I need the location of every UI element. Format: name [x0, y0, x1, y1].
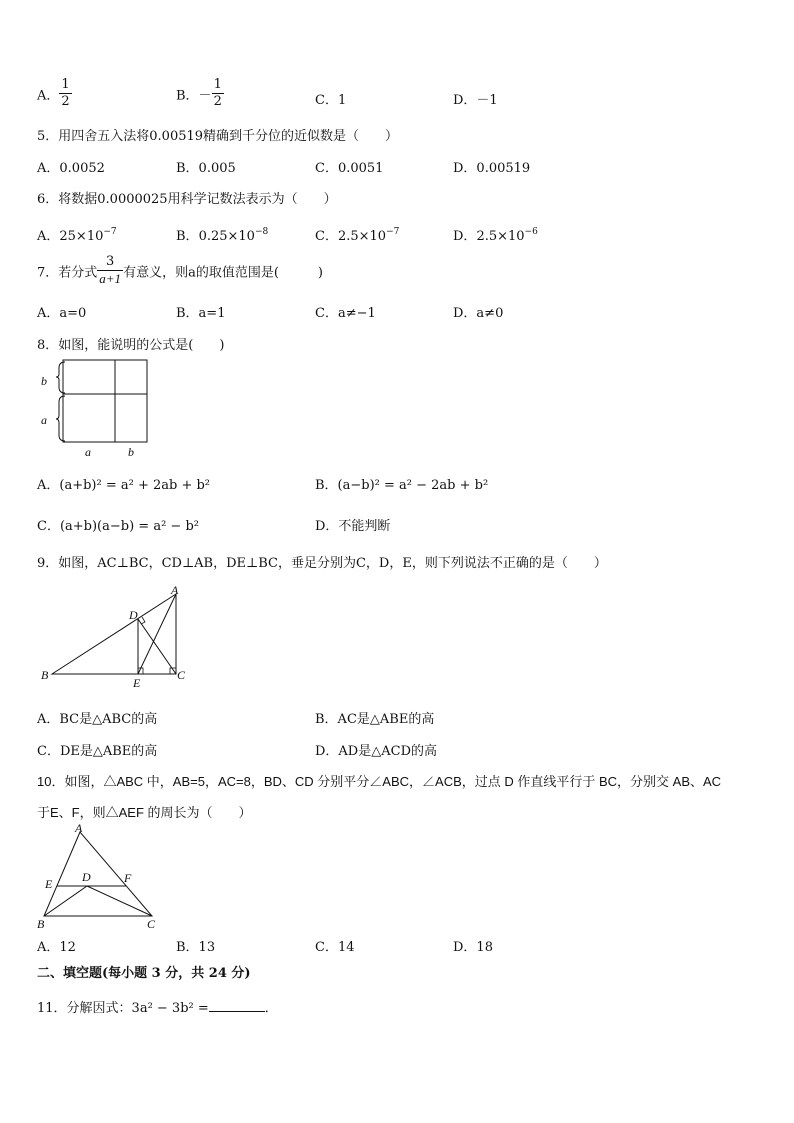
- q8-brace-b: [56, 362, 65, 393]
- q10-triangle-abc: [44, 832, 152, 916]
- q9-label-c: C: [177, 668, 186, 682]
- q8-label-b-left: b: [41, 374, 47, 388]
- q8-label-a-bottom: a: [85, 445, 91, 459]
- q10-stem-line2: 于E、F，则△AEF 的周长为（ ）: [37, 805, 252, 820]
- q8-label-a-left: a: [41, 413, 47, 427]
- q4-option-c: C．1: [315, 93, 347, 108]
- q8-outer-square: [63, 360, 147, 442]
- q11-stem: 11．分解因式：3a² − 3b² = ．: [37, 1001, 278, 1016]
- q7-option-a: A．a=0: [37, 306, 87, 321]
- q4-option-d: D．－1: [453, 93, 498, 108]
- q10-label-c: C: [147, 917, 156, 931]
- q9-option-d: D．AD是△ACD的高: [315, 744, 437, 759]
- q10-option-a: A．12: [37, 940, 76, 955]
- q10-label-a: A: [75, 822, 83, 835]
- q7-option-c: C．a≠−1: [315, 306, 376, 321]
- q10-option-b: B．13: [176, 940, 216, 955]
- q8-label-b-bottom: b: [128, 445, 134, 459]
- q5-option-a: A．0.0052: [37, 161, 105, 176]
- q9-label-a: A: [171, 583, 179, 597]
- q10-label-d: D: [82, 870, 91, 884]
- q11-answer-blank[interactable]: [209, 1000, 265, 1012]
- q9-option-c: C．DE是△ABE的高: [37, 744, 158, 759]
- q10-option-d: D．18: [453, 940, 493, 955]
- q10-label-f: F: [124, 871, 132, 885]
- q9-label-e: E: [133, 676, 141, 690]
- q8-square-figure: [36, 356, 156, 462]
- q6-stem: 6．将数据0.0000025用科学记数法表示为（ ）: [37, 192, 337, 207]
- q5-option-b: B．0.005: [176, 161, 236, 176]
- q5-option-d: D．0.00519: [453, 161, 531, 176]
- q4-option-a: A． $\frac{1}{2}$: [37, 77, 70, 110]
- q10-option-c: C．14: [315, 940, 355, 955]
- q9-option-b: B．AC是△ABE的高: [315, 712, 435, 727]
- q8-option-b: B．(a−b)² = a² − 2ab + b²: [315, 478, 489, 493]
- q7-option-b: B．a=1: [176, 306, 226, 321]
- q4-option-b: B．－ $\frac{1}{2}$: [176, 77, 222, 110]
- q10-label-b: B: [37, 917, 45, 931]
- q8-option-a: A．(a+b)² = a² + 2ab + b²: [37, 478, 211, 493]
- q6-option-a: A．$25\times 10^{-7}$: [37, 227, 117, 244]
- q6-option-c: C．$2.5\times 10^{-7}$: [315, 227, 400, 244]
- q10-stem-line1: 10．如图，△ABC 中，AB=5，AC=8，BD、CD 分别平分∠ABC，∠ACB，过点 D 作直线平行于 BC，分别交 AB、AC: [37, 774, 722, 789]
- q10-segment-cd: [87, 886, 152, 916]
- q8-stem: 8．如图，能说明的公式是( ): [37, 338, 225, 353]
- q9-segment-cd: [138, 619, 176, 674]
- q9-right-angle-d: [141, 617, 145, 624]
- q5-stem: 5．用四舍五入法将0.00519精确到千分位的近似数是（ ）: [37, 129, 399, 144]
- q6-option-b: B．$0.25\times 10^{-8}$: [176, 227, 269, 244]
- q9-stem: 9．如图，AC⊥BC，CD⊥AB，DE⊥BC，垂足分别为C，D，E，则下列说法不正确的是（ ）: [37, 556, 607, 571]
- q9-label-d: D: [129, 608, 138, 622]
- q9-triangle-figure: [36, 583, 196, 693]
- q10-label-e: E: [45, 877, 53, 891]
- q6-option-d: D．$2.5\times 10^{-6}$: [453, 227, 538, 244]
- q7-option-d: D．a≠0: [453, 306, 504, 321]
- section2-title: 二、填空题(每小题 3 分，共 24 分): [37, 966, 251, 981]
- q9-label-b: B: [41, 668, 49, 682]
- q8-option-d: D．不能判断: [315, 519, 391, 534]
- q8-option-c: C．(a+b)(a−b) = a² − b²: [37, 519, 199, 534]
- q7-stem: 7．若分式 $\frac{3}{a+1}$ 有意义，则a的取值范围是( ): [37, 254, 323, 287]
- q10-triangle-figure: [34, 822, 164, 932]
- q9-option-a: A．BC是△ABC的高: [37, 712, 158, 727]
- q8-brace-a: [56, 396, 65, 441]
- q5-option-c: C．0.0051: [315, 161, 384, 176]
